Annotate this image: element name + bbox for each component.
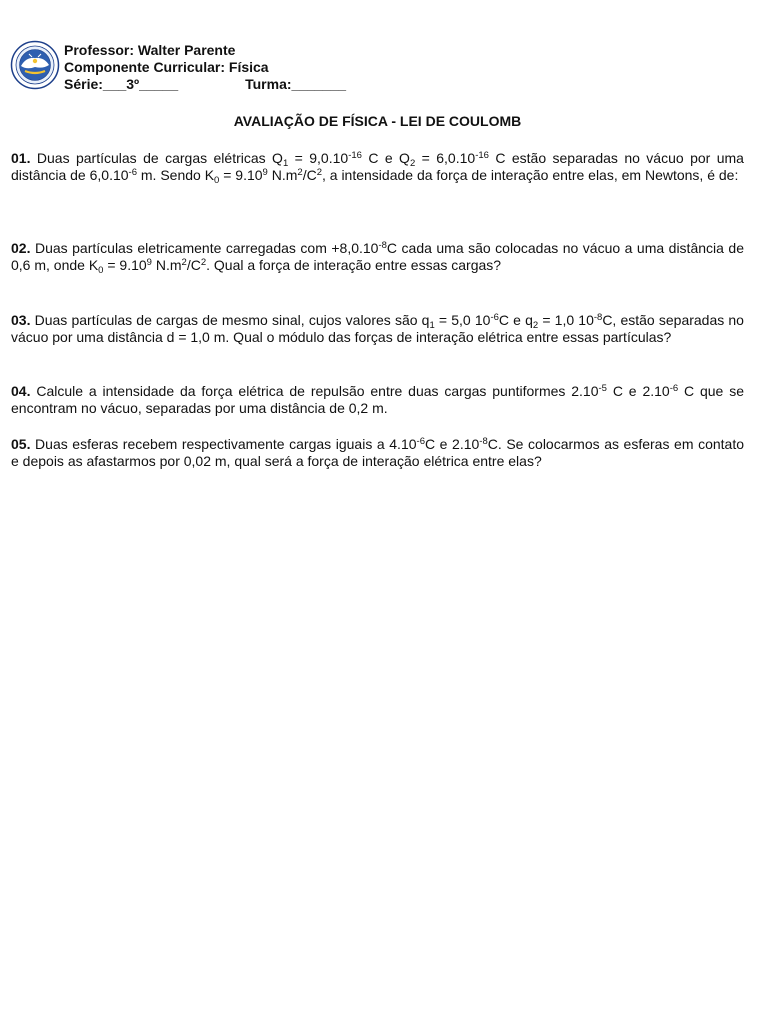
- school-logo: [10, 40, 60, 90]
- question-05: [11, 436, 744, 470]
- question-text: Duas partículas de cargas de mesmo sinal, cujos valores são q: [30, 312, 430, 328]
- superscript: -6: [416, 436, 425, 447]
- superscript: 9: [262, 167, 268, 178]
- subscript: 2: [409, 158, 416, 169]
- question-04: [11, 383, 744, 417]
- question-03: [11, 312, 744, 346]
- subscript: 1: [429, 320, 435, 331]
- serie-turma-line: [64, 76, 346, 93]
- question-text: = 9.10: [103, 257, 147, 273]
- superscript: 2: [200, 257, 207, 268]
- question-text: . Qual a força de interação entre essas cargas?: [206, 257, 502, 273]
- question-text: = 5,0 10: [434, 312, 491, 328]
- superscript: -16: [475, 150, 489, 161]
- question-text: Calcule a intensidade da força elétrica de repulsão entre duas cargas puntiformes 2.10: [30, 383, 599, 399]
- question-text: /C: [186, 257, 201, 273]
- superscript: 2: [181, 257, 187, 268]
- superscript: -8: [378, 240, 387, 251]
- header-block: [64, 42, 346, 93]
- superscript: -6: [669, 383, 679, 394]
- question-text: = 9.10: [219, 167, 263, 183]
- question-02: [11, 240, 744, 274]
- curricular-component-line: Componente Curricular: Física: [64, 59, 269, 75]
- question-text: = 9,0.10: [288, 150, 349, 166]
- question-text: Duas esferas recebem respectivamente cargas iguais a 4.10: [30, 436, 417, 452]
- question-text: /C: [302, 167, 317, 183]
- question-number: 01.: [11, 150, 31, 166]
- superscript: -16: [348, 150, 362, 161]
- turma-field: Turma:_______: [245, 76, 347, 92]
- question-text: m. Sendo K: [136, 167, 215, 183]
- question-text: Duas partículas de cargas elétricas Q: [30, 150, 283, 166]
- question-01: [11, 150, 744, 184]
- question-text: C e 2.10: [606, 383, 670, 399]
- superscript: -8: [479, 436, 488, 447]
- superscript: -6: [128, 167, 137, 178]
- subscript: 0: [98, 265, 104, 276]
- question-text: C e Q: [361, 150, 410, 166]
- professor-line: Professor: Walter Parente: [64, 42, 236, 58]
- question-text: C. Se colocarmos as esferas em contato e depois as afastarmos por 0,02 m, qual será a força de interação elétrica entre elas?: [11, 436, 745, 469]
- subscript: 1: [282, 158, 289, 169]
- question-number: 04.: [11, 383, 31, 399]
- question-text: = 6,0.10: [415, 150, 476, 166]
- question-text: C que se encontram no vácuo, separadas por uma distância de 0,2 m.: [11, 383, 744, 416]
- question-number: 02.: [11, 240, 31, 256]
- question-text: C, estão separadas no vácuo por uma distância d = 1,0 m. Qual o módulo das forças de interação elétrica entre essas partículas?: [11, 312, 744, 345]
- superscript: -6: [490, 312, 499, 323]
- superscript: 9: [146, 257, 152, 268]
- question-text: , a intensidade da força de interação entre elas, em Newtons, é de:: [321, 167, 739, 183]
- question-text: = 1,0 10: [538, 312, 594, 328]
- exam-title: AVALIAÇÃO DE FÍSICA - LEI DE COULOMB: [233, 113, 522, 129]
- superscript: -5: [598, 383, 607, 394]
- question-text: N.m: [267, 167, 298, 183]
- question-text: N.m: [151, 257, 182, 273]
- serie-field: Série:___3º_____: [64, 76, 179, 92]
- question-text: C cada uma são colocadas no vácuo a uma distância de 0,6 m, onde K: [11, 240, 744, 273]
- question-number: 05.: [11, 436, 31, 452]
- question-text: C estão separadas no vácuo por uma distância de 6,0.10: [11, 150, 744, 183]
- question-number: 03.: [11, 312, 31, 328]
- superscript: 2: [316, 167, 322, 178]
- question-text: C e q: [498, 312, 533, 328]
- superscript: 2: [297, 167, 303, 178]
- superscript: -8: [593, 312, 603, 323]
- subscript: 0: [214, 175, 220, 186]
- question-text: C e 2.10: [424, 436, 480, 452]
- subscript: 2: [532, 320, 539, 331]
- question-text: Duas partículas eletricamente carregadas com +8,0.10: [30, 240, 379, 256]
